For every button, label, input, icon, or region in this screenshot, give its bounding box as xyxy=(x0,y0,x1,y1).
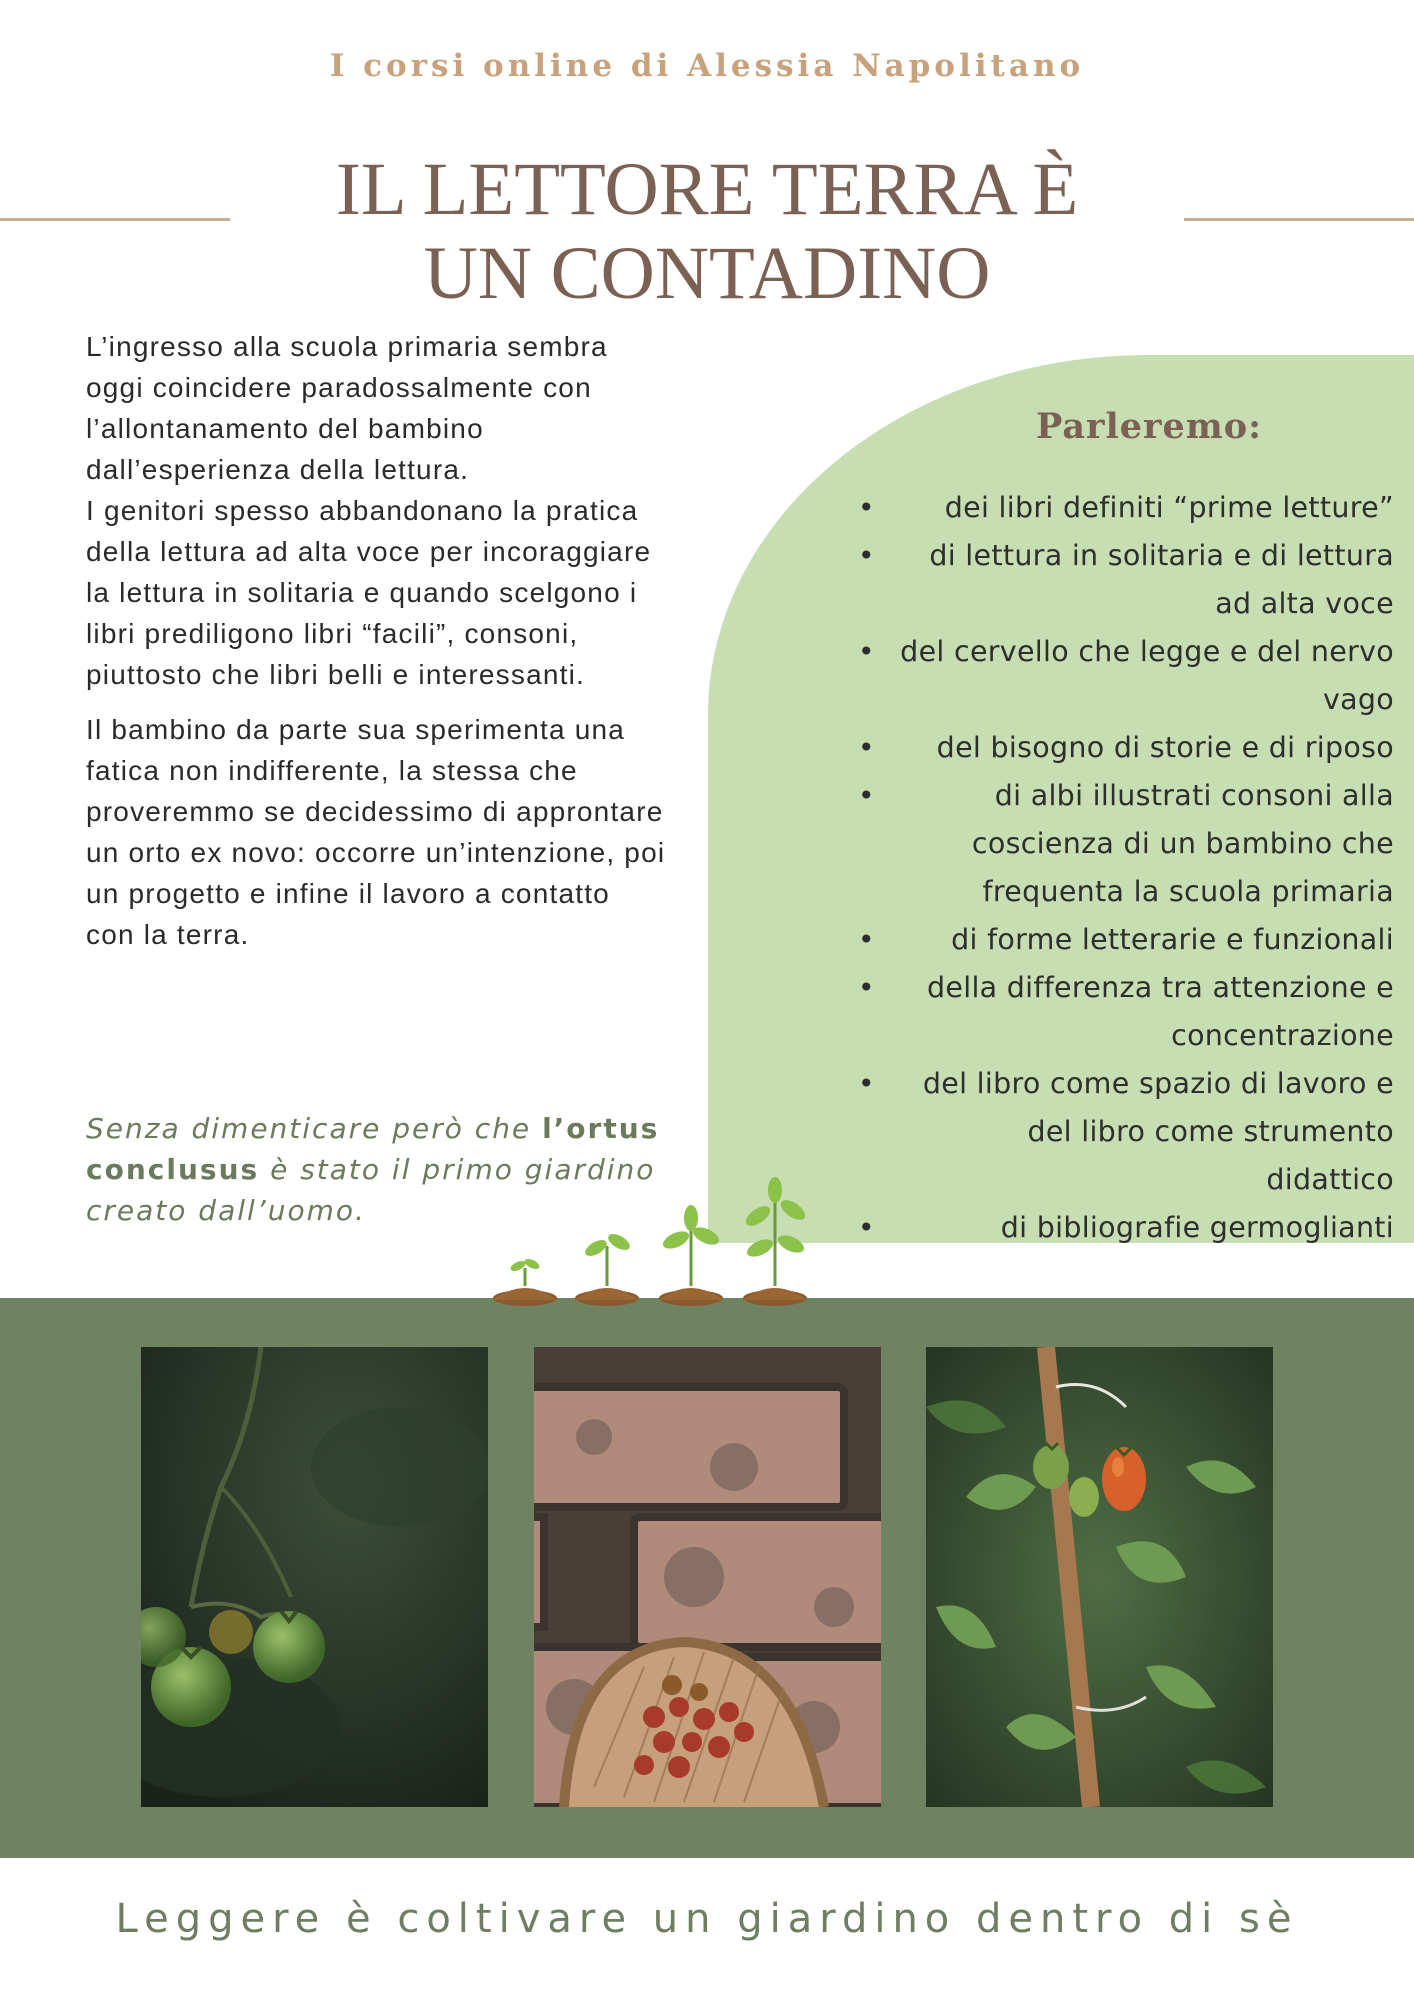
bullet-icon: • xyxy=(858,1211,875,1244)
title-rule-left xyxy=(0,218,230,221)
topic-item xyxy=(858,532,1394,628)
topic-item xyxy=(858,916,1394,964)
intro-text xyxy=(86,326,666,969)
topic-item xyxy=(858,724,1394,772)
topic-item xyxy=(858,1204,1394,1252)
course-subtitle: I corsi online di Alessia Napolitano xyxy=(329,48,1085,84)
sprouts-illustration xyxy=(488,1176,818,1306)
bullet-icon: • xyxy=(858,923,875,956)
quote-text-bold: l’ortus conclusus xyxy=(86,1112,660,1186)
topics-heading: Parleremo: xyxy=(1036,406,1263,447)
topic-text: del libro come spazio di lavoro e del libro come strumento didattico xyxy=(922,1067,1394,1196)
page-title-line1: IL LETTORE TERRA È xyxy=(335,148,1079,231)
footer-motto: Leggere è coltivare un giardino dentro di sè xyxy=(115,1896,1299,1942)
topic-text: del bisogno di storie e di riposo xyxy=(936,731,1394,764)
bullet-icon: • xyxy=(858,539,875,572)
seedling-icon xyxy=(525,1194,775,1286)
topic-text: dei libri definiti “prime letture” xyxy=(944,491,1394,524)
bullet-icon: • xyxy=(858,779,875,812)
soil-mound-icon xyxy=(493,1288,807,1306)
bullet-icon: • xyxy=(858,731,875,764)
title-rule-right xyxy=(1184,218,1414,221)
page-title-line2: UN CONTADINO xyxy=(423,232,991,315)
photo-tomato-plant xyxy=(926,1347,1273,1807)
topic-item xyxy=(858,964,1394,1060)
bullet-icon: • xyxy=(858,491,875,524)
topic-text: di albi illustrati consoni alla coscienza di un bambino che frequenta la scuola primaria xyxy=(971,779,1394,908)
topic-text: di bibliografie germoglianti xyxy=(1000,1211,1394,1244)
topic-item xyxy=(858,628,1394,724)
quote-text-after: è stato il primo giardino creato dall’uomo. xyxy=(86,1153,656,1227)
bullet-icon: • xyxy=(858,971,875,1004)
intro-paragraph-2: Il bambino da parte sua sperimenta una fatica non indifferente, la stessa che proveremmo se decidessimo di approntare un orto ex novo: occorre un’intenzione, poi un progetto e infine il lavoro a contatto con la terra. xyxy=(86,714,666,950)
photo-tomato-basket xyxy=(534,1347,881,1807)
page-title xyxy=(250,148,1164,316)
bullet-icon: • xyxy=(858,1067,875,1100)
topic-text: di lettura in solitaria e di lettura ad alta voce xyxy=(929,539,1394,620)
topic-item xyxy=(858,772,1394,916)
topics-list xyxy=(858,484,1394,1252)
intro-paragraph-1: L’ingresso alla scuola primaria sembra oggi coincidere paradossalmente con l’allontanamento del bambino dall’esperienza della lettura. I genitori spesso abbandonano la pratica della lettura ad alta voce per incoraggiare la lettura in solitaria e quando scelgono i libri prediligono libri “facili”, consoni, piuttosto che libri belli e interessanti. xyxy=(86,331,652,690)
topic-text: del cervello che legge e del nervo vago xyxy=(900,635,1394,716)
topic-text: della differenza tra attenzione e concentrazione xyxy=(927,971,1394,1052)
topic-item xyxy=(858,484,1394,532)
topic-item xyxy=(858,1060,1394,1204)
topic-text: di forme letterarie e funzionali xyxy=(951,923,1394,956)
quote-text-before: Senza dimenticare però che xyxy=(86,1112,543,1145)
photo-green-tomatoes xyxy=(141,1347,488,1807)
bullet-icon: • xyxy=(858,635,875,668)
